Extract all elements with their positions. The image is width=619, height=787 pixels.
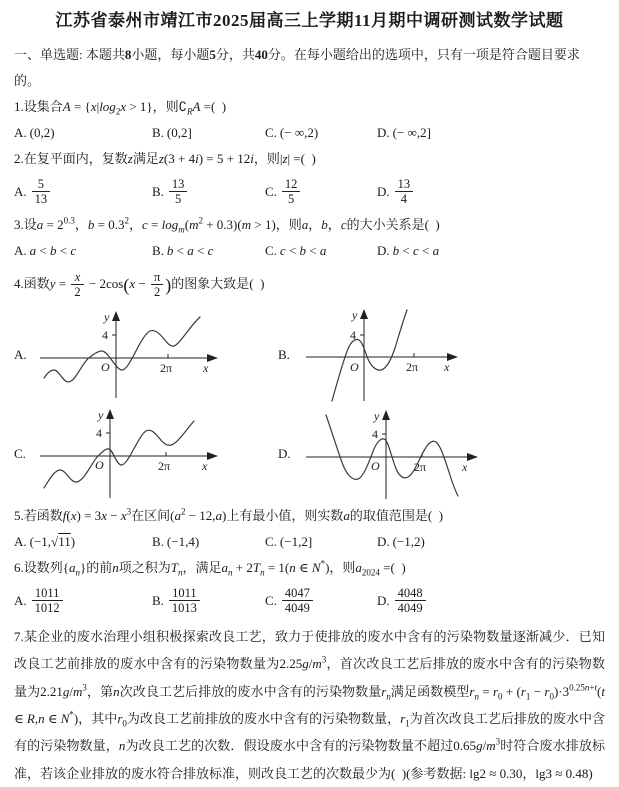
axis-tick-2pi: 2π	[414, 460, 427, 475]
function-graph-d	[302, 405, 492, 503]
axis-origin-label: O	[95, 458, 104, 473]
graph-option-label: A.	[14, 347, 27, 363]
question-1-options	[14, 120, 605, 146]
axis-tick-2pi: 2π	[158, 459, 171, 474]
question-3-stem: 3.设$a = 2^{0.3}$，$b = 0.3^2$，$c = \log_m(m^2 + 0.3)(m > 1)$，则a，b，c的大小关系是( )	[14, 215, 440, 235]
option-label: B.	[152, 534, 164, 550]
question-5-stem: 5.若函数$f(x) = 3x - x^3$在区间$(a^2 - 12,a)$上有最小值，则实数a的取值范围是( )	[14, 506, 444, 524]
axis-x-label: x	[444, 360, 450, 375]
question-1-option-b	[152, 120, 265, 146]
question-3-option-d	[377, 238, 605, 264]
question-7-stem: 7.某企业的废水治理小组积极探索改良工艺，致力于使排放的废水中含有的污染物数量逐渐减少．已知改良工艺前排放的废水中含有的污染物数量为$2.25g/m^3$，首次改良工艺后排放的废水中含有的污染物数量为$2.21g/m^3$，第n次改良工艺后排放的废水中含有的污染物数量$r_n$满足函数模型$r_n = r_0 + (r_1 - r_0)\cdot 3^{0.25n+t}(t$ ∈ R,n ∈ N*)，其中$r_0$为改良工艺前排放的废水中含有的污染物数量，$r_1$为首次改良工艺后排放的废水中含有的污染物数量，n为改良工艺的次数．假设废水中含有的污染物数量不超过$0.65g/m^3$时符合废水排放标准，若该企业排放的废水符合排放标准，则改良工艺的次数最少为( )(参考数据: lg2 ≈ 0.30，lg3 ≈ 0.48)	[14, 629, 605, 781]
option-value: $\frac{13}{5}$	[167, 178, 190, 207]
axis-tick-4: 4	[350, 328, 356, 343]
function-graph-b	[302, 305, 472, 405]
option-value: $\frac{1011}{1013}$	[167, 587, 202, 616]
axis-tick-2pi: 2π	[406, 360, 419, 375]
question-5-option-d	[377, 529, 605, 555]
question-3-option-a	[14, 238, 152, 264]
axis-origin-label: O	[350, 360, 359, 375]
question-6-option-c	[265, 587, 377, 616]
option-label: B.	[152, 184, 164, 199]
option-label: D.	[377, 243, 390, 258]
option-value: $\frac{4047}{4049}$	[280, 587, 315, 616]
question-4-graph-option-d	[278, 405, 605, 503]
axis-origin-label: O	[101, 360, 110, 375]
question-1-option-d	[377, 120, 605, 146]
axis-y-label: y	[374, 409, 380, 424]
question-3-option-b	[152, 238, 265, 264]
graph-option-label: D.	[278, 446, 291, 462]
option-value: $\frac{5}{13}$	[30, 178, 53, 207]
question-5-option-c	[265, 529, 377, 555]
question-2-option-a	[14, 178, 152, 207]
option-label: D.	[377, 184, 390, 199]
question-4-stem: 4.函数y = $\frac{x}{2}$ − 2cos(x − $\frac{\pi}{2}$ )的图象大致是( )	[14, 269, 265, 299]
question-5-option-b	[152, 529, 265, 555]
option-label: B.	[152, 243, 164, 258]
option-label: B.	[152, 593, 164, 609]
axis-origin-label: O	[371, 459, 380, 474]
option-value: (− ∞,2)	[279, 125, 319, 140]
axis-x-label: x	[202, 459, 208, 474]
option-value: c < b < a	[279, 243, 327, 258]
question-2-option-b	[152, 178, 265, 207]
option-label: A.	[14, 243, 27, 258]
option-label: C.	[265, 184, 277, 199]
question-1-option-a	[14, 120, 152, 146]
option-value: a < b < c	[29, 243, 77, 258]
option-label: C.	[265, 243, 277, 258]
option-value: (− ∞,2]	[392, 125, 431, 140]
question-6-option-b	[152, 587, 265, 616]
question-5-option-a	[14, 529, 152, 555]
option-value: $\frac{1011}{1012}$	[30, 587, 65, 616]
option-label: B.	[152, 125, 164, 140]
question-3-option-c	[265, 238, 377, 264]
option-label: C.	[265, 593, 277, 609]
axis-x-label: x	[203, 361, 209, 376]
option-value: (−1,4)	[166, 534, 200, 550]
option-label: C.	[265, 125, 277, 140]
option-label: C.	[265, 534, 277, 550]
question-2-option-d	[377, 178, 605, 207]
function-graph-a	[38, 308, 238, 402]
question-6-option-a	[14, 587, 152, 616]
question-4-graph-option-a	[14, 308, 278, 402]
question-4-graph-option-b	[278, 305, 605, 405]
option-value: b < c < a	[392, 243, 440, 258]
question-1-stem: 1.设集合$A = \{x|\log_2x > 1\}$，则$∁_RA$ =( )	[14, 99, 227, 117]
option-label: A.	[14, 593, 27, 609]
option-value: $\frac{4048}{4049}$	[393, 587, 428, 616]
option-value: $\frac{13}{4}$	[393, 178, 416, 207]
axis-tick-4: 4	[372, 427, 378, 442]
option-value: (0,2]	[166, 125, 192, 140]
exam-paper	[14, 10, 605, 787]
question-4-graph-row-2	[14, 405, 605, 503]
question-2-options	[14, 172, 605, 212]
axis-tick-4: 4	[96, 426, 102, 441]
option-label: D.	[377, 593, 390, 609]
graph-option-label: C.	[14, 446, 26, 462]
axis-tick-2pi: 2π	[160, 361, 173, 376]
question-5-options	[14, 529, 605, 555]
option-value: $\frac{12}{5}$	[280, 178, 303, 207]
option-label: A.	[14, 184, 27, 199]
option-value: (−1,2]	[279, 534, 313, 550]
question-2-option-c	[265, 178, 377, 207]
question-4-graph-row-1	[14, 305, 605, 405]
question-2-stem: 2.在复平面内，复数z满足z(3 + 4i) = 5 + 12i，则|z| =( )	[14, 151, 316, 166]
graph-option-label: B.	[278, 347, 290, 363]
section-header: 一、单选题: 本题共8小题，每小题5分，共40分。在每小题给出的选项中，只有一项是符合题目要求的。	[14, 47, 580, 88]
question-1-option-c	[265, 120, 377, 146]
axis-tick-4: 4	[102, 328, 108, 343]
option-value: b < a < c	[166, 243, 214, 258]
function-graph-c	[38, 406, 238, 502]
page-title: 江苏省泰州市靖江市2025届高三上学期11月期中调研测试数学试题	[55, 11, 564, 30]
option-value: (0,2)	[29, 125, 55, 140]
option-label: A.	[14, 534, 27, 550]
axis-x-label: x	[462, 460, 468, 475]
option-label: A.	[14, 125, 27, 140]
axis-y-label: y	[352, 308, 358, 323]
option-value: (−1,√11)	[29, 534, 76, 550]
axis-y-label: y	[98, 408, 104, 423]
option-label: D.	[377, 125, 390, 140]
question-6-option-d	[377, 587, 605, 616]
question-3-options	[14, 238, 605, 264]
question-4-graph-option-c	[14, 406, 278, 502]
axis-y-label: y	[104, 310, 110, 325]
question-6-options	[14, 581, 605, 621]
option-value: (−1,2)	[392, 534, 425, 550]
question-6-stem: 6.设数列$\{a_n\}$的前n项之积为$T_n$，满足$a_n + 2T_n = 1(n$ ∈ N*)，则$a_{2024}$ =( )	[14, 558, 406, 578]
option-label: D.	[377, 534, 390, 550]
